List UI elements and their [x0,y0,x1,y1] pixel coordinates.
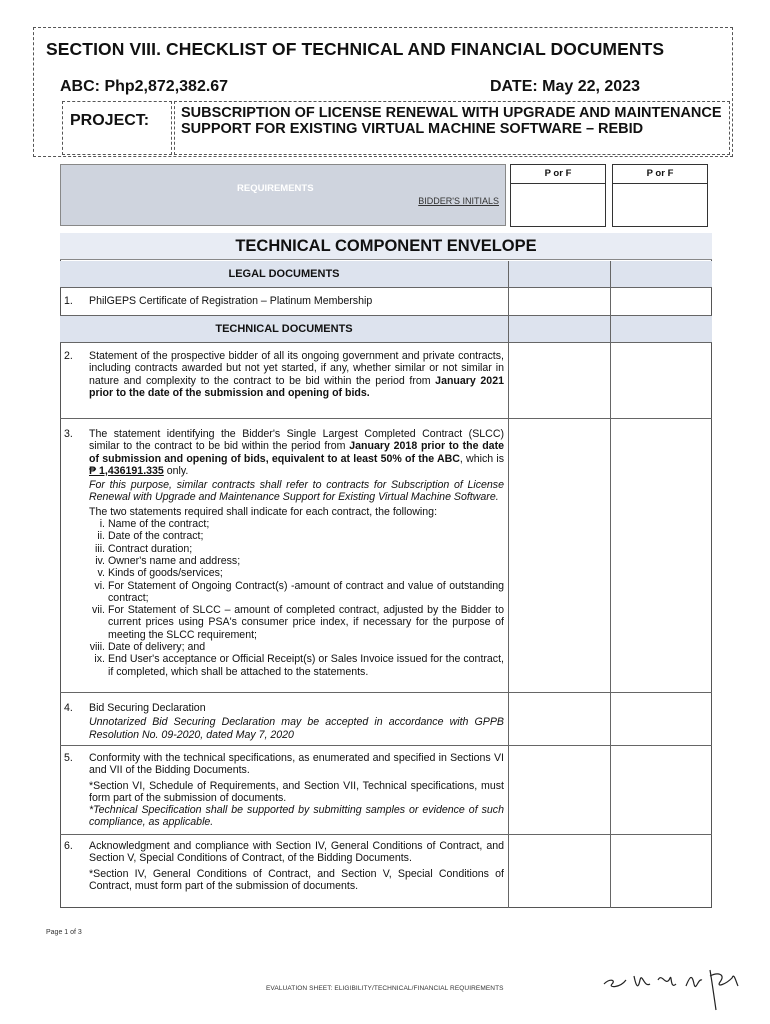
item-text: Bid Securing Declaration [89,702,206,714]
item-text: only. [163,464,189,477]
row-divider [60,342,712,343]
technical-band-cell-2 [611,316,712,342]
checklist-item-3 [64,428,504,678]
checklist-item-1 [64,295,504,307]
item-text: The statement identifying the Bidder's Single Largest Completed Contract (SLCC) similar to the contract to be bid within the period from [89,428,504,453]
legal-documents-heading: LEGAL DOCUMENTS [60,261,508,287]
item-text: , which is [459,452,504,465]
row-divider [60,315,712,316]
pass-fail-initials-box-2 [613,184,707,226]
list-item: ix. End User's acceptance or Official Receipt(s) or Sales Invoice issued for the contract, if completed, which shall be attached to the statements. [94,653,504,678]
legal-band-cell-2 [611,261,712,287]
document-date: DATE: May 22, 2023 [490,78,640,95]
list-item: viii. Date of delivery; and [89,641,206,654]
item-text: Acknowledgment and compliance with Section IV, General Conditions of Contract, and Section V, Special Conditions of Contract, of the Bidding Documents. [89,840,504,865]
column-divider-2 [610,261,611,908]
page-title: SECTION VIII. CHECKLIST OF TECHNICAL AND FINANCIAL DOCUMENTS [46,39,665,59]
item-number: 2. [64,350,73,362]
column-divider-1 [508,261,509,908]
bidders-initials-label: BIDDER'S INITIALS [418,196,499,206]
pass-fail-column-1 [510,164,606,227]
item-text-emphasis: January 2018 prior to the date of submission and opening of bids, equivalent to at least 50% of the ABC [89,440,504,465]
pass-fail-initials-box-1 [511,184,605,226]
project-label: PROJECT: [62,101,172,155]
item-text-emphasis: January 2021 prior to the date of the submission and opening of bids. [89,374,504,399]
envelope-title: TECHNICAL COMPONENT ENVELOPE [60,233,712,260]
item-intro: The two statements required shall indicate for each contract, the following: [89,505,438,518]
item-note: *Section VI, Schedule of Requirements, and Section VII, Technical specifications, must form part of the submission of documents. [89,779,504,804]
technical-band-cell-1 [509,316,610,342]
technical-documents-heading: TECHNICAL DOCUMENTS [60,316,508,342]
pass-fail-header-1: P or F [511,165,605,184]
item-text: Statement of the prospective bidder of all its ongoing government and private contracts, including contracts awarded but not yet started, if any, whether similar or not similar in nature and complexity to the contract to be bid within the period from [89,350,504,387]
list-item: i. Name of the contract; [99,518,210,531]
item-note: Unnotarized Bid Securing Declaration may be accepted in accordance with GPPB Resolution No. 09-2020, dated May 7, 2020 [89,716,504,741]
pass-fail-column-2 [612,164,708,227]
row-divider [60,287,712,288]
contract-details-list [89,518,504,678]
footer-caption: EVALUATION SHEET: ELIGIBILITY/TECHNICAL/FINANCIAL REQUIREMENTS [266,985,504,992]
pass-fail-header-2: P or F [613,165,707,184]
abc-amount: ABC: Php2,872,382.67 [60,78,229,95]
row-divider [60,418,712,419]
legal-band-cell-1 [509,261,610,287]
item-text: Conformity with the technical specifications, as enumerated and specified in Sections VI and VII of the Bidding Documents. [89,752,504,777]
project-title: SUBSCRIPTION OF LICENSE RENEWAL WITH UPGRADE AND MAINTENANCE SUPPORT FOR EXISTING VIRTUAL MACHINE SOFTWARE – REBID [174,101,730,155]
list-item: vii. For Statement of SLCC – amount of completed contract, adjusted by the Bidder to current prices using PSA's consumer price index, if necessary for the purpose of meeting the SLCC requirement; [92,604,504,641]
checklist-item-4 [64,702,504,741]
item-number: 5. [64,752,73,764]
list-item: iv. Owner's name and address; [95,554,241,567]
item-note: *Technical Specification shall be supported by submitting samples or evidence of such compliance, as applicable. [89,804,504,829]
row-divider [60,692,712,693]
list-item: ii. Date of the contract; [97,530,204,543]
slcc-amount: ₱ 1,436191.335 [89,464,164,477]
row-divider [60,745,712,746]
list-item: v. Kinds of goods/services; [97,567,223,580]
checklist-item-2 [64,350,504,399]
checklist-item-6 [64,840,504,892]
signature-initials [600,962,740,1012]
list-item: vi. For Statement of Ongoing Contract(s) -amount of contract and value of outstanding contract; [94,579,504,604]
requirements-header [60,164,506,226]
item-note: For this purpose, similar contracts shall refer to contracts for Subscription of License Renewal with Upgrade and Maintenance Support for Existing Virtual Machine Software. [89,479,504,504]
list-item: iii. Contract duration; [94,542,193,555]
item-note: *Section IV, General Conditions of Contract, and Section V, Special Conditions of Contract, must form part of the submission of documents. [89,867,504,892]
row-divider [60,834,712,835]
checklist-item-5 [64,752,504,829]
item-number: 4. [64,702,73,714]
item-text: PhilGEPS Certificate of Registration – Platinum Membership [89,295,373,307]
item-number: 3. [64,428,73,440]
requirements-label: REQUIREMENTS [237,183,314,194]
item-number: 6. [64,840,73,852]
page-number: Page 1 of 3 [46,929,82,936]
item-number: 1. [64,295,73,307]
